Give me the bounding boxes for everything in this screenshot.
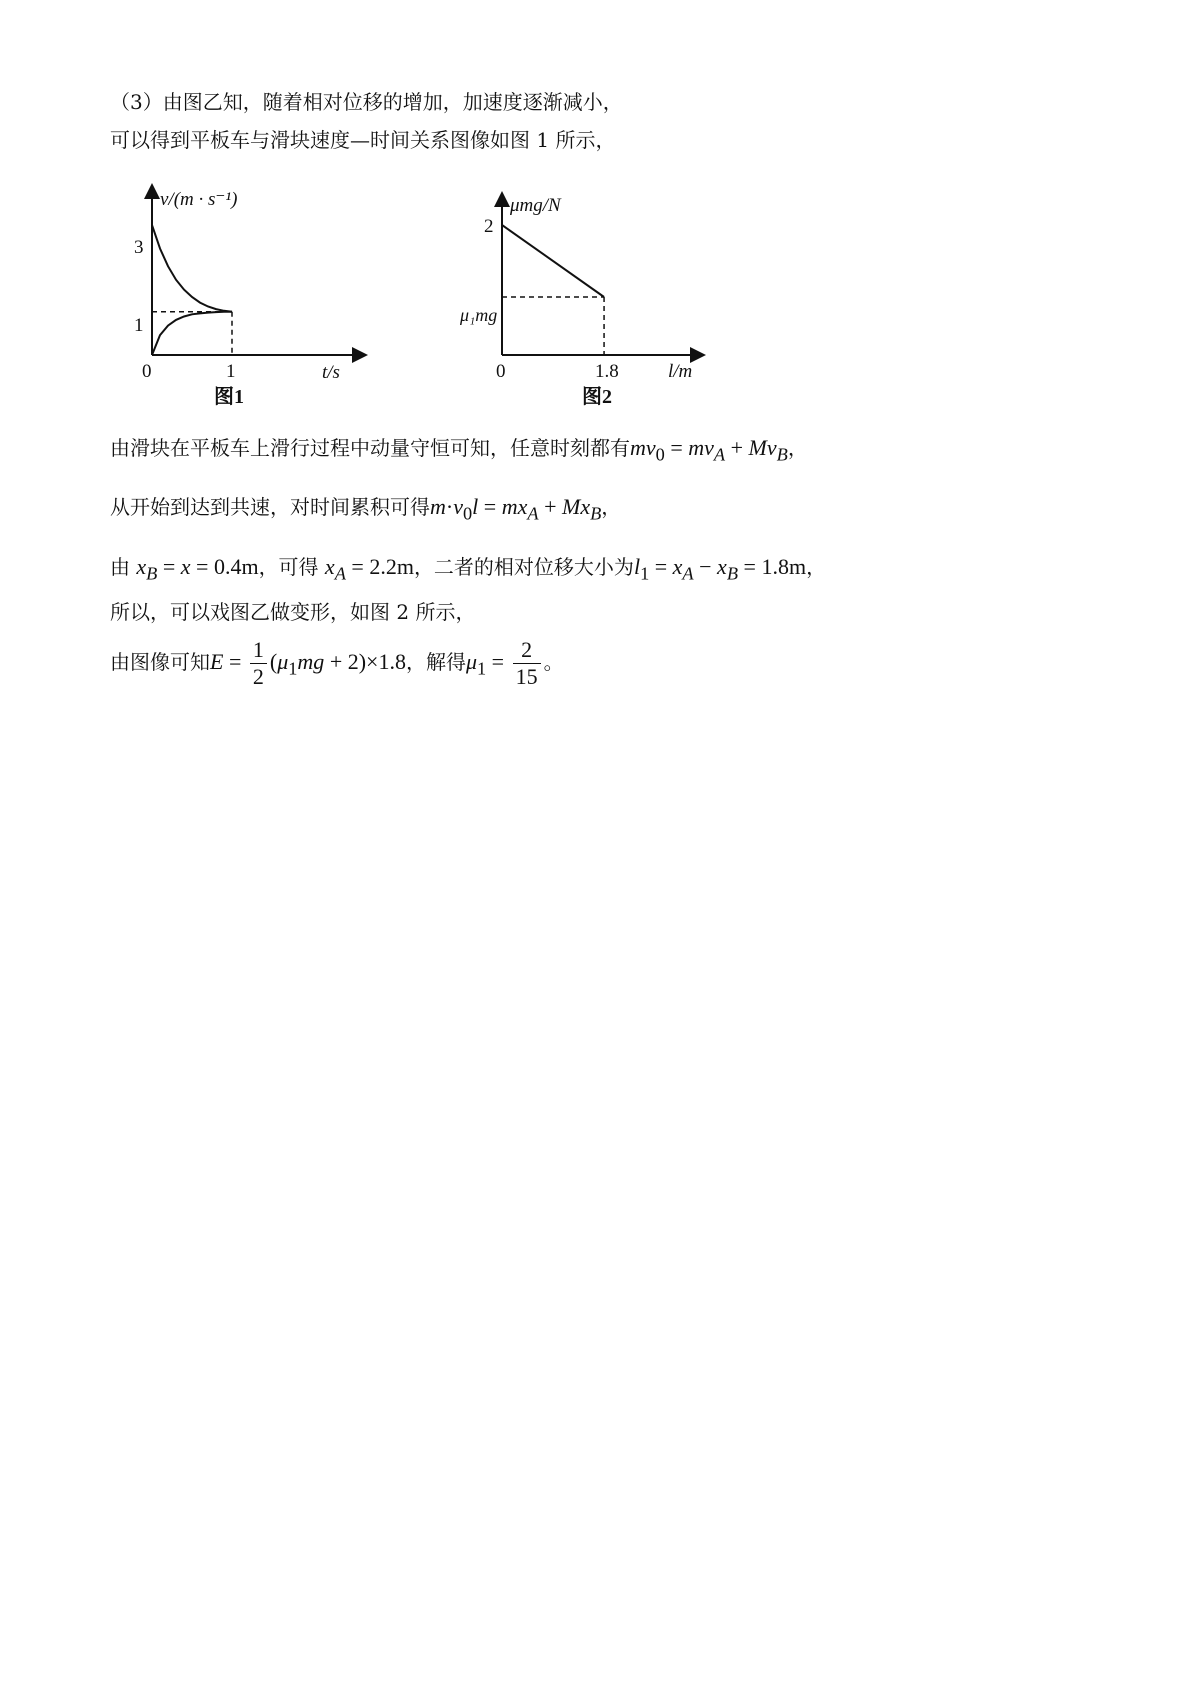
fig2-x-tick-18: 1.8 — [595, 361, 619, 382]
text-line-7: 由图像可知E = $\frac{1}{2}$ $(\mu_1mg + 2)\times 1.8$，解得$\mu_1$ = $\frac{2}{15}$ 。 — [110, 637, 564, 690]
fig2-x-label: l/m — [668, 361, 693, 382]
xa-equation: $x_A = 2.2m$ — [324, 554, 414, 584]
figure-2-friction-displacement — [460, 195, 710, 410]
fig1-origin: 0 — [142, 361, 152, 382]
fraction-half: $\frac{1}{2}$ — [250, 637, 267, 690]
text-line-4: 从开始到达到共速，对时间累积可得$m\cdot v_0l = mx_A + Mx_B$， — [110, 494, 622, 524]
text-line-2: 可以得到平板车与滑块速度—时间关系图像如图 1 所示， — [110, 128, 616, 152]
fig2-y-tick-2: 2 — [484, 216, 494, 237]
fig1-y-tick-1: 1 — [134, 315, 144, 336]
fig2-y-label: μmg/N — [510, 195, 561, 216]
text-line-1: （3）由图乙知，随着相对位移的增加，加速度逐渐减小， — [110, 90, 623, 114]
line3-text: 由滑块在平板车上滑行过程中动量守恒可知，任意时刻都有 — [110, 436, 630, 460]
fig2-series-line — [502, 225, 604, 297]
fig2-origin: 0 — [496, 361, 506, 382]
xb-equation: $x_B = x = 0.4m$ — [136, 554, 259, 584]
text-line-3: 由滑块在平板车上滑行过程中动量守恒可知，任意时刻都有$mv_0 = mv_A + Mv_B$， — [110, 435, 808, 465]
fig2-plot-area — [502, 225, 604, 355]
fig1-y-tick-3: 3 — [134, 237, 144, 258]
fig1-x-tick-1: 1 — [226, 361, 236, 382]
line4-text: 从开始到达到共速，对时间累积可得 — [110, 495, 430, 519]
fig2-caption: 图2 — [582, 386, 612, 408]
fig1-x-label: t/s — [322, 362, 340, 383]
fig1-caption: 图1 — [214, 386, 244, 408]
momentum-equation: $mv_0 = mv_A + Mv_B$ — [630, 435, 788, 465]
relative-displacement-equation: $l_1 = x_A - x_B = 1.8m$ — [633, 554, 807, 584]
energy-equation: E = $\frac{1}{2}$ $(\mu_1mg + 2)\times 1.8$ — [210, 637, 406, 690]
fraction-two-fifteenths: $\frac{2}{15}$ — [513, 637, 541, 690]
fig2-y-tick-mu1mg: μ₁mg — [460, 305, 498, 325]
fig1-plot-area — [152, 225, 232, 355]
text-line-5: 由 $x_B = x = 0.4m$，可得 $x_A = 2.2m$，二者的相对位移大小为$l_1 = x_A - x_B = 1.8m$， — [110, 554, 827, 584]
fig1-series-2-curve — [152, 312, 232, 355]
accumulation-equation: $m\cdot v_0l = mx_A + Mx_B$ — [430, 494, 602, 524]
mu1-result: $\mu_1$ = $\frac{2}{15}$ — [466, 649, 544, 674]
figure-1-velocity-time — [130, 185, 370, 410]
fig1-y-label: v/(m · s⁻¹) — [160, 189, 238, 210]
fig1-series-1-curve — [152, 225, 232, 312]
text-line-6: 所以，可以戏图乙做变形，如图 2 所示， — [110, 600, 476, 624]
